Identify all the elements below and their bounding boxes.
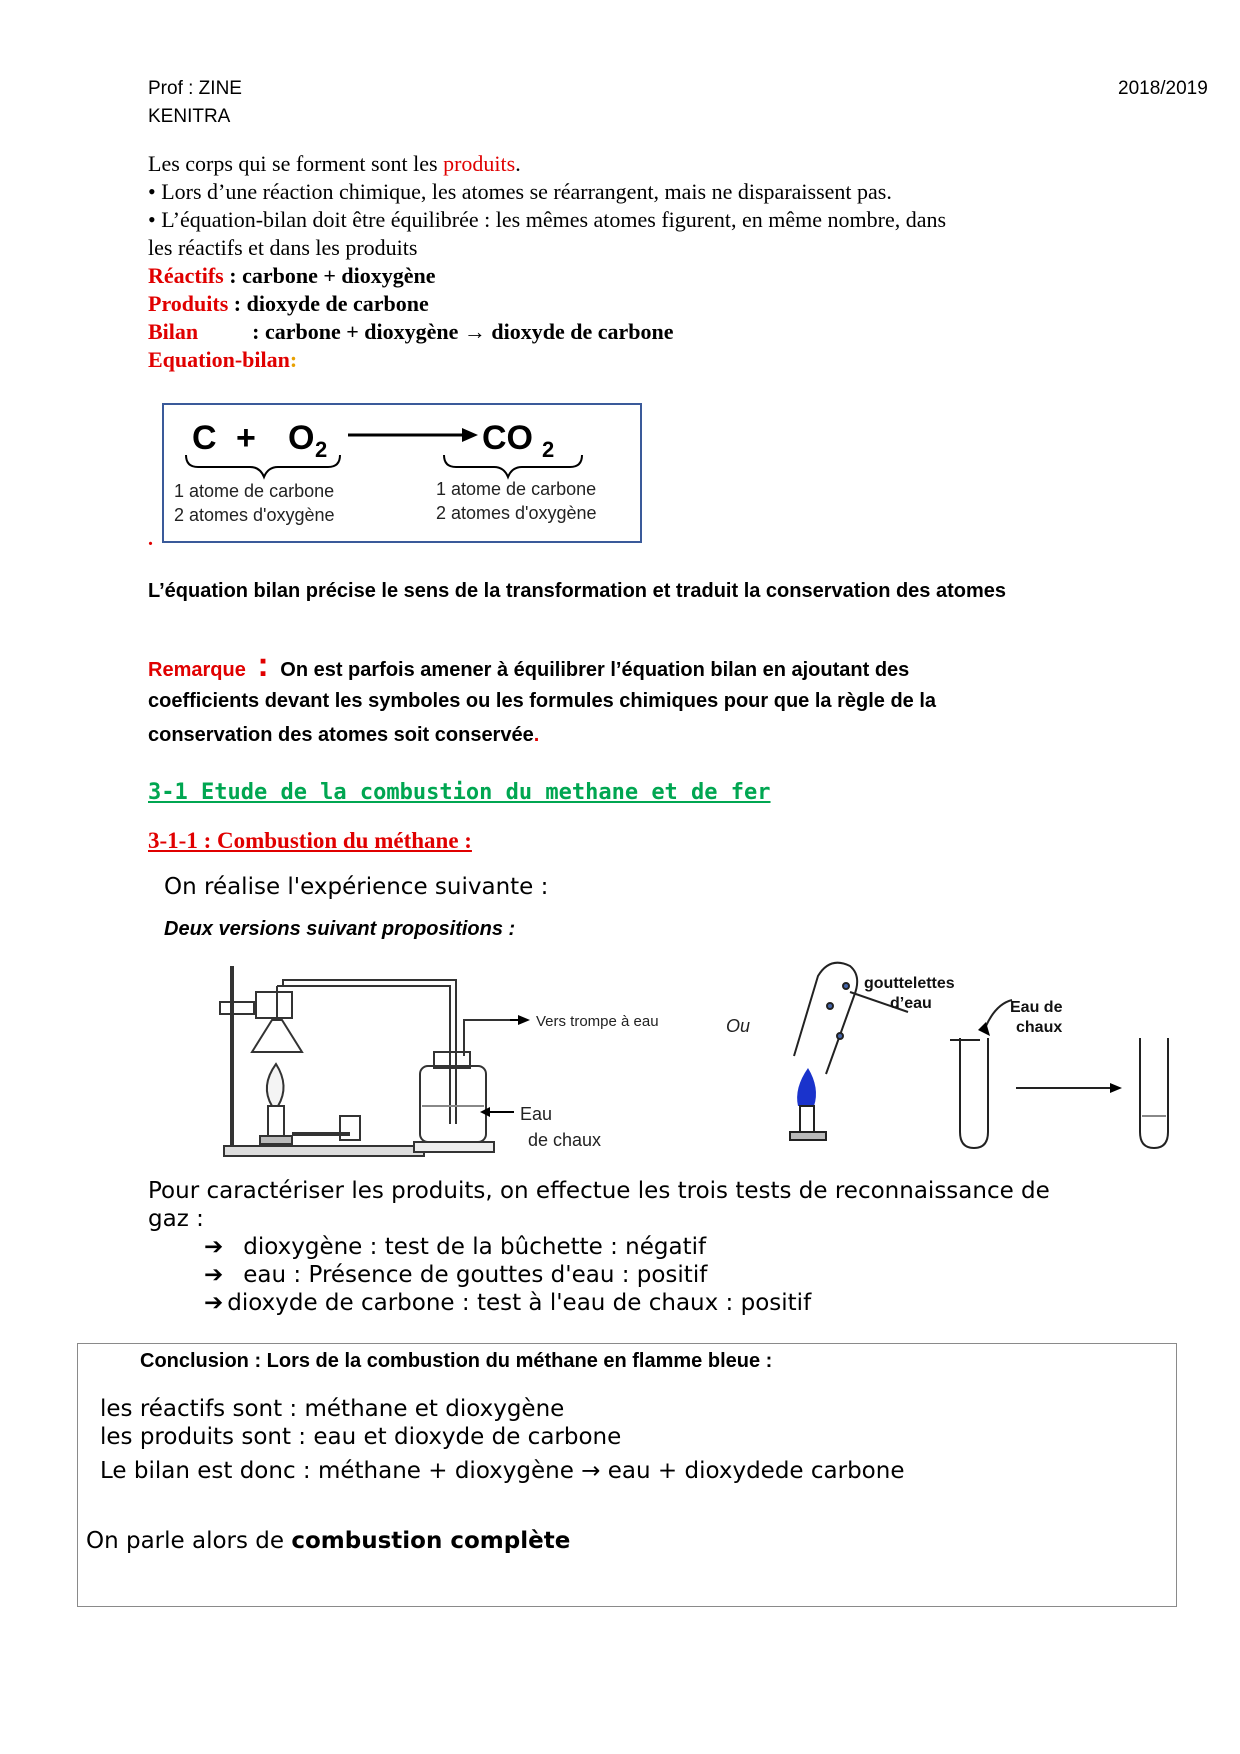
- clamp-head: [256, 992, 292, 1018]
- burner-base: [260, 1136, 292, 1144]
- intro-bullet1: • Lors d’une réaction chimique, les atomes se réarrangent, mais ne disparaissent pas.: [148, 179, 892, 204]
- equation-diagram: [164, 405, 640, 541]
- conclusion-line2: les produits sont : eau et dioxyde de carbone: [100, 1424, 622, 1450]
- eau-de-label: Eau de: [1010, 999, 1063, 1016]
- conclusion-line3: Le bilan est donc : méthane + dioxygène → eau + dioxydede carbone: [100, 1458, 905, 1484]
- left-atom-count-2: 2 atomes d'oxygène: [174, 505, 335, 525]
- oxygen-symbol: O: [288, 419, 315, 457]
- burner-2-base: [790, 1132, 826, 1140]
- header-year: 2018/2019: [1118, 78, 1208, 99]
- intro-line1-prefix: Les corps qui se forment sont les: [148, 151, 444, 176]
- reactifs-label: Réactifs: [148, 263, 224, 288]
- lime-water-bottle: [420, 1066, 486, 1142]
- arrow-icon: ➔: [204, 1234, 224, 1260]
- chaux-label: chaux: [1016, 1019, 1063, 1036]
- remarque-text-1: On est parfois amener à équilibrer l’équation bilan en ajoutant des: [280, 659, 910, 681]
- tests-intro-2: gaz :: [148, 1206, 204, 1232]
- de-chaux-label: de chaux: [528, 1130, 602, 1150]
- lime-water-arrow-head: [978, 1022, 990, 1036]
- co2-symbol: CO: [482, 419, 533, 457]
- reactifs-value: : carbone + dioxygène: [223, 263, 436, 288]
- conclusion-line1: les réactifs sont : méthane et dioxygène: [100, 1396, 565, 1422]
- apparatus-version-2: [790, 963, 1168, 1148]
- equation-bilan-colon: :: [289, 347, 298, 372]
- arrow-icon: ➔: [204, 1290, 224, 1316]
- remarque-text-3: conservation des atomes soit conservée: [148, 724, 534, 746]
- eau-label: Eau: [520, 1104, 553, 1124]
- bottle-stand: [414, 1142, 494, 1152]
- d-eau-label: d’eau: [890, 995, 932, 1012]
- test-item-2-text: eau : Présence de gouttes d'eau : positif: [243, 1262, 708, 1288]
- conclusion-final: [86, 1528, 570, 1554]
- equation-bilan-line: [148, 346, 297, 374]
- burner-2-body: [800, 1106, 814, 1134]
- co2-subscript: 2: [542, 437, 555, 462]
- conclusion-final-prefix: On parle alors de: [86, 1528, 292, 1554]
- right-atom-count-1: 1 atome de carbone: [436, 479, 597, 499]
- experiment-text: On réalise l'expérience suivante :: [164, 874, 549, 900]
- intro-line1: [148, 150, 521, 178]
- equation-dot: .: [148, 528, 153, 550]
- bilan-value: : carbone + dioxygène → dioxyde de carbone: [252, 319, 674, 344]
- intro-produits-word: produits: [443, 151, 516, 176]
- droplet-1: [827, 1003, 833, 1009]
- intro-line1-suffix: .: [515, 151, 521, 176]
- clamp: [220, 1002, 254, 1014]
- droplet-2: [837, 1033, 843, 1039]
- apparatus-version-1: [220, 966, 530, 1156]
- carbon-symbol: C: [192, 419, 217, 457]
- outlet-arrow-head: [518, 1015, 530, 1025]
- gas-valve: [340, 1116, 360, 1140]
- oxygen-subscript: 2: [315, 437, 328, 462]
- remarque-label: Remarque: [148, 659, 246, 681]
- section-title: 3-1 Etude de la combustion du methane et de fer: [148, 780, 771, 805]
- versions-text: Deux versions suivant propositions :: [164, 918, 516, 940]
- right-atom-count-2: 2 atomes d'oxygène: [436, 503, 597, 523]
- reactifs-line: [148, 262, 436, 290]
- vers-trompe-label: Vers trompe à eau: [536, 1013, 659, 1030]
- section-subtitle: 3-1-1 : Combustion du méthane :: [148, 828, 472, 853]
- lime-water-curve: [986, 1000, 1012, 1026]
- equation-bilan-label: Equation-bilan: [148, 347, 290, 372]
- inverted-tube: [794, 963, 857, 1074]
- flame: [267, 1064, 284, 1106]
- conclusion-final-bold: combustion complète: [291, 1528, 571, 1554]
- droplet-3: [843, 983, 849, 989]
- tests-intro-1: Pour caractériser les produits, on effectue les trois tests de reconnaissance de: [148, 1178, 1050, 1204]
- stand-base: [224, 1146, 424, 1156]
- test-item-1-text: dioxygène : test de la bûchette : négatif: [243, 1234, 707, 1260]
- intro-bullet2a: • L’équation-bilan doit être équilibrée : les mêmes atomes figurent, en même nombre, dans: [148, 207, 947, 232]
- test-item-3: [204, 1290, 811, 1316]
- equation-box: [162, 403, 642, 543]
- remarque-colon: :: [257, 646, 269, 684]
- intro-bullet2b: les réactifs et dans les produits: [148, 235, 418, 260]
- tube-1-outer: [283, 980, 456, 1124]
- test-item-1: [204, 1234, 706, 1260]
- burner-body: [268, 1106, 284, 1138]
- experiment-figure: [190, 956, 1190, 1166]
- remarque-end-dot: .: [533, 724, 540, 746]
- reaction-arrow-head: [462, 428, 478, 442]
- test-tube-2: [1140, 1038, 1168, 1148]
- produits-line: [148, 290, 429, 318]
- gouttelettes-label: gouttelettes: [864, 975, 955, 992]
- produits-value: : dioxyde de carbone: [228, 291, 429, 316]
- remarque-line3: [148, 724, 539, 747]
- blue-flame: [797, 1068, 816, 1106]
- header-prof: Prof : ZINE: [148, 78, 242, 99]
- bilan-label: Bilan: [148, 319, 199, 344]
- bilan-line: [148, 318, 674, 346]
- conclusion-title: Conclusion : Lors de la combustion du méthane en flamme bleue :: [140, 1350, 773, 1372]
- header-city: KENITRA: [148, 106, 231, 127]
- equation-statement: L’équation bilan précise le sens de la transformation et traduit la conservation des atomes: [148, 580, 1007, 602]
- test-item-2: [204, 1262, 707, 1288]
- plus-symbol: +: [236, 419, 256, 457]
- remarque-text-2: coefficients devant les symboles ou les formules chimiques pour que la règle de la: [148, 690, 937, 712]
- funnel: [252, 1020, 302, 1052]
- arrow-icon: ➔: [204, 1262, 224, 1288]
- test-tube-1: [960, 1038, 988, 1148]
- transition-arrow-head: [1110, 1083, 1122, 1093]
- outlet-tube: [464, 1020, 510, 1056]
- tube-1: [277, 986, 450, 1124]
- left-atom-count-1: 1 atome de carbone: [174, 481, 335, 501]
- remarque-line1: [148, 646, 909, 685]
- ou-label: Ou: [726, 1016, 751, 1036]
- test-item-3-text: dioxyde de carbone : test à l'eau de chaux : positif: [227, 1290, 812, 1316]
- produits-label: Produits: [148, 291, 229, 316]
- right-brace: [444, 455, 582, 477]
